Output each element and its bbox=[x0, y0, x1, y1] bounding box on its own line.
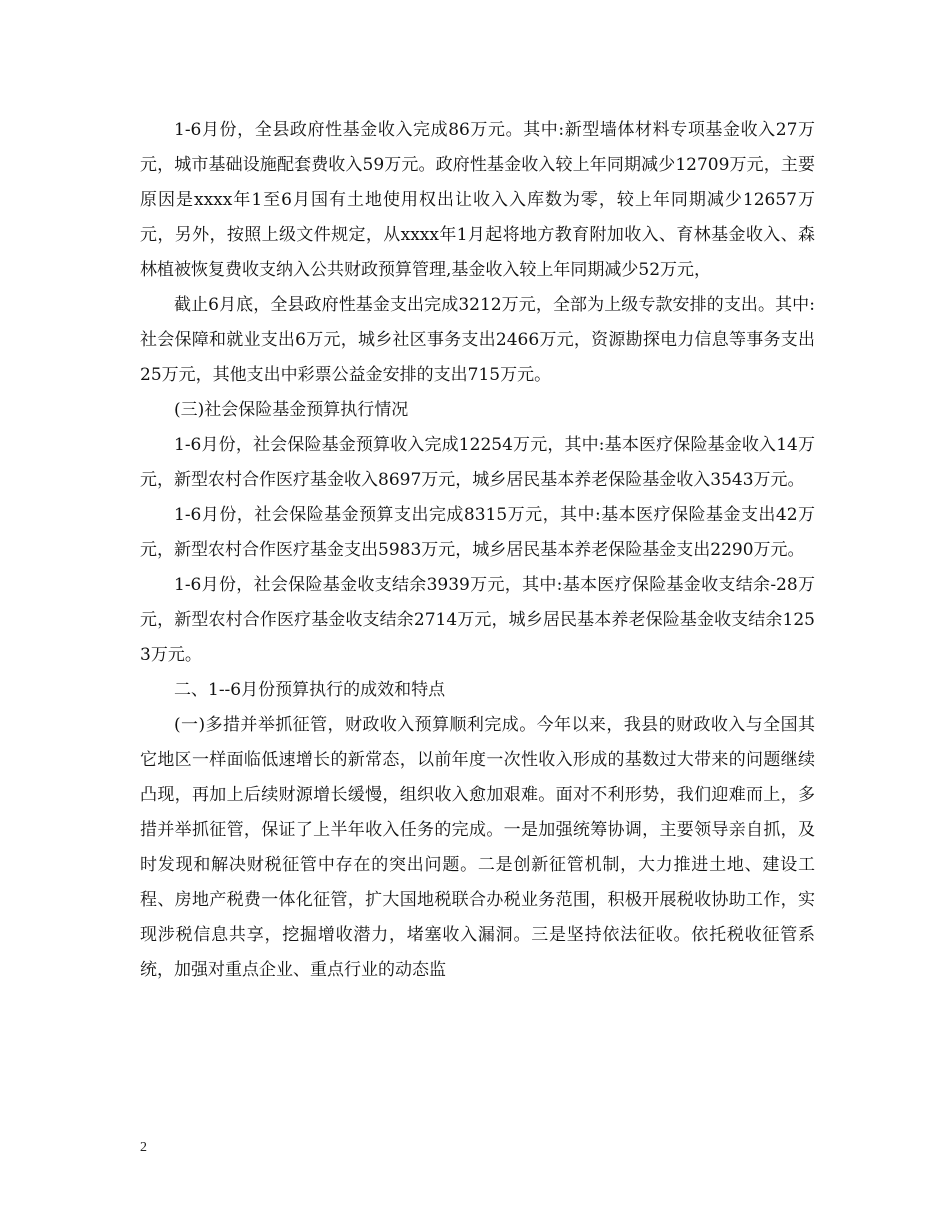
paragraph-insurance-balance: 1-6月份，社会保险基金收支结余3939万元，其中:基本医疗保险基金收支结余-28万元，新型农村合作医疗基金收支结余2714万元，城乡居民基本养老保险基金收支结余1253万元。 bbox=[140, 575, 815, 665]
paragraph-collection-measures: (一)多措并举抓征管，财政收入预算顺利完成。今年以来，我县的财政收入与全国其它地区一样面临低速增长的新常态，以前年度一次性收入形成的基数过大带来的问题继续凸现，再加上后续财源增长缓慢，组织收入愈加艰难。面对不利形势，我们迎难而上，多措并举抓征管，保证了上半年收入任务的完成。一是加强统筹协调，主要领导亲自抓，及时发现和解决财税征管中存在的突出问题。二是创新征管机制，大力推进土地、建设工程、房地产税费一体化征管，扩大国地税联合办税业务范围，积极开展税收协助工作，实现涉税信息共享，挖掘增收潜力，堵塞收入漏洞。三是坚持依法征收。依托税收征管系统，加强对重点企业、重点行业的动态监 bbox=[140, 715, 815, 980]
paragraph-fund-expenditure: 截止6月底，全县政府性基金支出完成3212万元，全部为上级专款安排的支出。其中:社会保障和就业支出6万元，城乡社区事务支出2466万元，资源勘探电力信息等事务支出25万元，其他支出中彩票公益金安排的支出715万元。 bbox=[140, 295, 815, 385]
document-body bbox=[140, 113, 815, 988]
section-heading-social-insurance: (三)社会保险基金预算执行情况 bbox=[174, 400, 409, 420]
paragraph-insurance-expenditure: 1-6月份，社会保险基金预算支出完成8315万元，其中:基本医疗保险基金支出42万元，新型农村合作医疗基金支出5983万元，城乡居民基本养老保险基金支出2290万元。 bbox=[140, 505, 815, 560]
paragraph-insurance-revenue: 1-6月份，社会保险基金预算收入完成12254万元，其中:基本医疗保险基金收入14万元，新型农村合作医疗基金收入8697万元，城乡居民基本养老保险基金收入3543万元。 bbox=[140, 435, 815, 490]
section-heading-results: 二、1--6月份预算执行的成效和特点 bbox=[174, 680, 446, 700]
page-number: 2 bbox=[140, 1140, 147, 1155]
paragraph-fund-revenue: 1-6月份，全县政府性基金收入完成86万元。其中:新型墙体材料专项基金收入27万元，城市基础设施配套费收入59万元。政府性基金收入较上年同期减少12709万元，主要原因是xxxx年1至6月国有土地使用权出让收入入库数为零，较上年同期减少12657万元，另外，按照上级文件规定，从xxxx年1月起将地方教育附加收入、育林基金收入、森林植被恢复费收支纳入公共财政预算管理,基金收入较上年同期减少52万元， bbox=[140, 120, 815, 280]
